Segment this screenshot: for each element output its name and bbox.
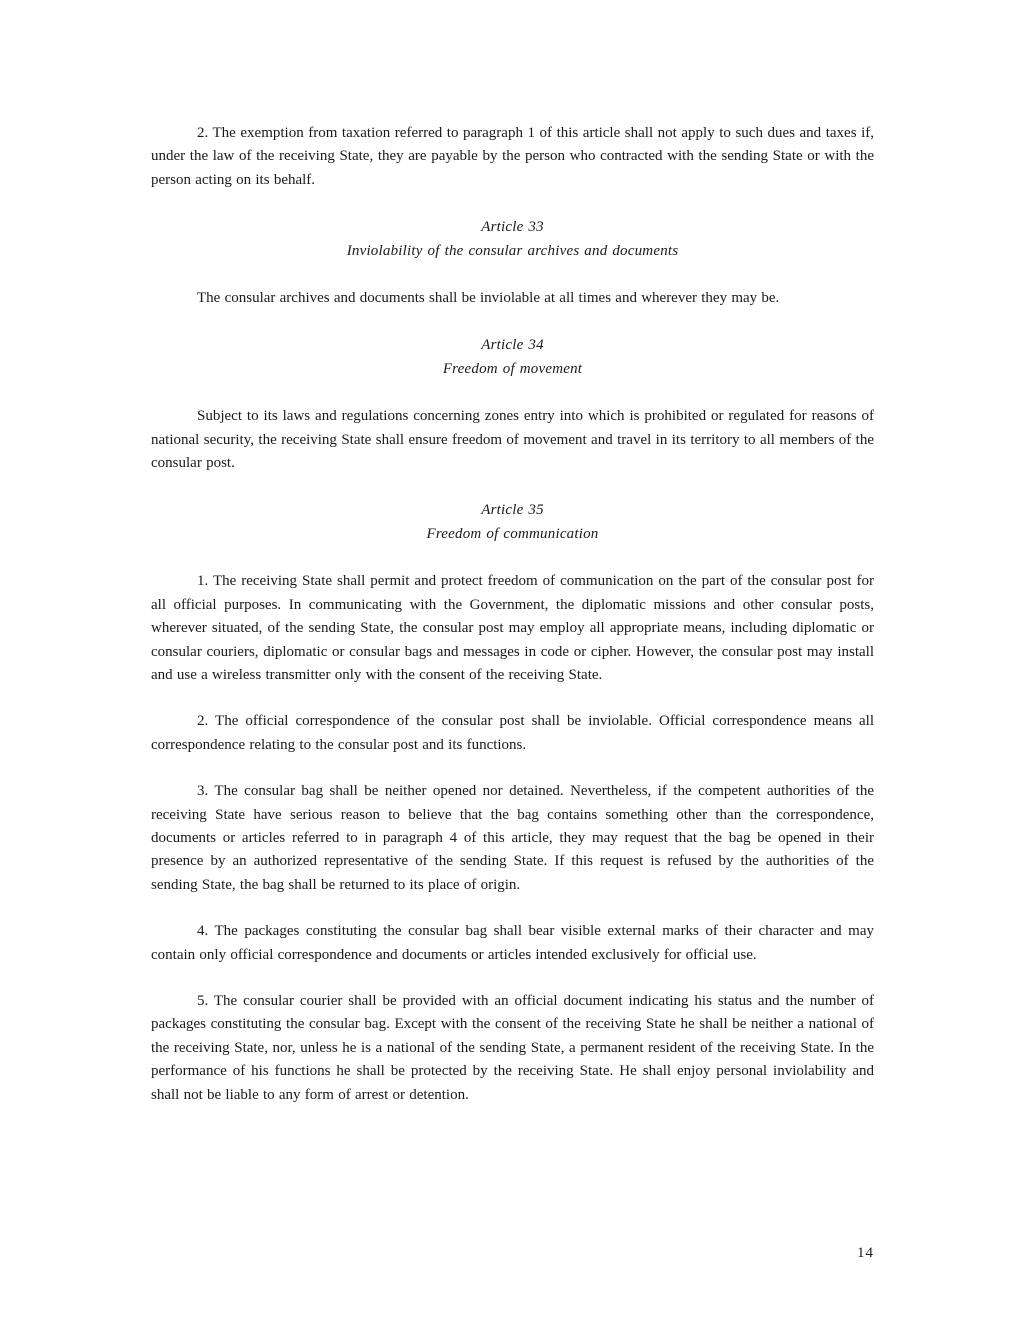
article-number-34: Article 34 (481, 337, 544, 354)
article-number-33: Article 33 (481, 219, 544, 236)
paragraph-art35-5: 5. The consular courier shall be provided with an official document indicating his status and the number of packages constituting the consular bag. Except with the consent of the receiving State he shall be neither a national of the receiving State, nor, unless he is a national of the sending State, a permanent resident of the receiving State. In the performance of his functions he shall be protected by the receiving State. He shall enjoy personal inviolability and shall not be liable to any form of arrest or detention. (151, 992, 874, 1103)
paragraph-art32-2: 2. The exemption from taxation referred to paragraph 1 of this article shall not apply to such dues and taxes if, under the law of the receiving State, they are payable by the person who contracted with the sending State or with the person acting on its behalf. (151, 125, 874, 188)
paragraph-art35-2: 2. The official correspondence of the consular post shall be inviolable. Official correspondence means all correspondence relating to the consular post and its functions. (151, 713, 874, 753)
article-title-35: Freedom of communication (426, 525, 599, 542)
paragraph-art35-3: 3. The consular bag shall be neither opened nor detained. Nevertheless, if the competent authorities of the receiving State have serious reason to believe that the bag contains something other than the correspondence, documents or articles referred to in paragraph 4 of this article, they may request that the bag be opened in their presence by an authorized representative of the sending State. If this request is refused by the authorities of the sending State, the bag shall be returned to its place of origin. (151, 783, 874, 893)
article-title-33: Inviolability of the consular archives and documents (346, 242, 679, 259)
paragraph-art35-4: 4. The packages constituting the consular bag shall bear visible external marks of their character and may contain only official correspondence and documents or articles intended exclusively for official use. (151, 923, 874, 963)
paragraph-art33: The consular archives and documents shall be inviolable at all times and wherever they may be. (197, 290, 780, 307)
article-title-34: Freedom of movement (442, 360, 583, 377)
article-number-35: Article 35 (481, 502, 544, 519)
paragraph-art34: Subject to its laws and regulations concerning zones entry into which is prohibited or regulated for reasons of national security, the receiving State shall ensure freedom of movement and travel in its territory to all members of the consular post. (151, 408, 874, 472)
page-number: 14 (857, 1245, 874, 1261)
paragraph-art35-1: 1. The receiving State shall permit and protect freedom of communication on the part of the consular post for all official purposes. In communicating with the Government, the diplomatic missions and other consular posts, wherever situated, of the sending State, the consular post may employ all appropriate means, including diplomatic or consular couriers, diplomatic or consular bags and messages in code or cipher. However, the consular post may install and use a wireless transmitter only with the consent of the receiving State. (151, 573, 874, 683)
page-body (151, 122, 874, 1107)
